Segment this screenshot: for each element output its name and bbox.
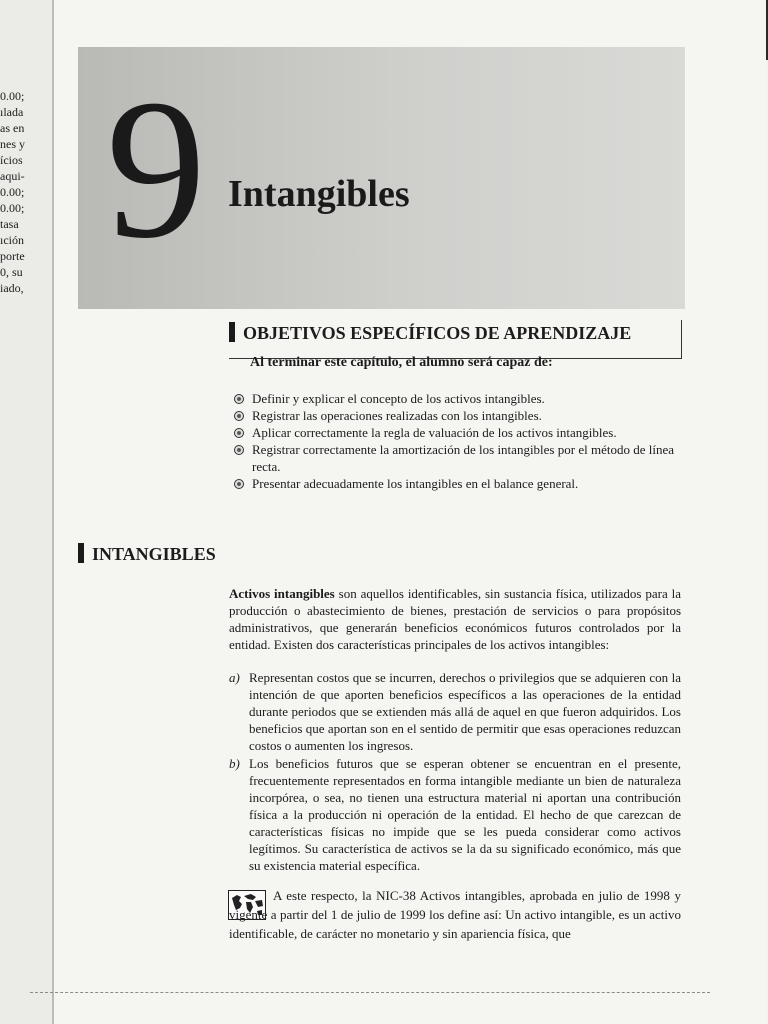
chapter-number: 9	[106, 59, 206, 280]
bullet-icon	[234, 411, 244, 421]
item-text: Representan costos que se incurren, derechos o privilegios que se adquieren con la intención de que aporten beneficios específicos a las operaciones de la entidad durante periodos que se extienden más allá de aquel en que fueron adquiridos. Los beneficios que aportan son en el sentido de permitir que esas operaciones reduzcan costos o aumenten los ingresos.	[249, 670, 681, 753]
characteristic-a	[229, 669, 681, 754]
definition-paragraph	[229, 585, 681, 653]
margin-fragment: ılada	[0, 105, 24, 119]
item-marker: a)	[229, 670, 240, 685]
margin-fragment: 0.00;	[0, 201, 25, 215]
bottom-rule	[30, 992, 710, 993]
list-item: Definir y explicar el concepto de los activos intangibles.	[232, 390, 682, 407]
heading-bar	[78, 543, 84, 563]
nic-38-paragraph: A este respecto, la NIC-38 Activos intangibles, aprobada en julio de 1998 y vigente a partir del 1 de julio de 1999 los define así: Un activo intangible, es un activo identificable, de carácter no monetario y sin apariencia física, que	[229, 888, 681, 941]
bullet-icon	[234, 394, 244, 404]
margin-fragment: ícios	[0, 153, 23, 167]
objectives-heading-text: OBJETIVOS ESPECÍFICOS DE APRENDIZAJE	[243, 323, 632, 343]
objectives-heading	[229, 322, 631, 344]
bullet-icon	[234, 428, 244, 438]
characteristic-b	[229, 755, 681, 874]
objectives-list	[232, 390, 682, 492]
margin-fragment: iado,	[0, 281, 24, 295]
definition-term: Activos intangibles	[229, 586, 335, 601]
objectives-intro: Al terminar este capítulo, el alumno será capaz de:	[250, 355, 553, 370]
margin-fragment: nes y	[0, 137, 25, 151]
margin-fragment: 0, su	[0, 265, 23, 279]
list-item: Presentar adecuadamente los intangibles en el balance general.	[232, 475, 682, 492]
margin-fragment: 0.00;	[0, 89, 25, 103]
bullet-icon	[234, 479, 244, 489]
section-heading	[78, 543, 216, 565]
margin-fragment: ıción	[0, 233, 24, 247]
list-item: Registrar correctamente la amortización de los intangibles por el método de línea recta.	[232, 441, 682, 475]
margin-fragment: tasa	[0, 217, 19, 231]
list-item: Registrar las operaciones realizadas con los intangibles.	[232, 407, 682, 424]
heading-bar	[229, 322, 235, 342]
section-heading-text: INTANGIBLES	[92, 544, 216, 564]
previous-page-margin	[0, 0, 52, 1024]
margin-fragment: aqui-	[0, 169, 25, 183]
bullet-icon	[234, 445, 244, 455]
item-marker: b)	[229, 756, 240, 771]
definition-body: son aquellos identificables, sin sustancia física, utilizados para la producción o abastecimiento de bienes, prestación de servicios o para propósitos administrativos, que generarán beneficios económicos futuros controlados por la entidad. Existen dos características principales de los activos intangibles:	[229, 586, 682, 652]
margin-fragment: 0.00;	[0, 185, 25, 199]
margin-fragment: as en	[0, 121, 25, 135]
chapter-title: Intangibles	[228, 173, 410, 215]
margin-fragment: porte	[0, 249, 25, 263]
item-text: Los beneficios futuros que se esperan obtener se encuentran en el presente, frecuentemente representados en forma intangible mediante un bien de naturaleza incorpórea, o sea, no tienen una estructura material ni aportan una contribución física a la producción ni operación de la entidad. El hecho de que carezcan de características físicas no impide que se les pueda considerar como activos legítimos. Su característica de activos se la da su significado económico, más que su existencia material específica.	[249, 756, 681, 873]
list-item: Aplicar correctamente la regla de valuación de los activos intangibles.	[232, 424, 682, 441]
